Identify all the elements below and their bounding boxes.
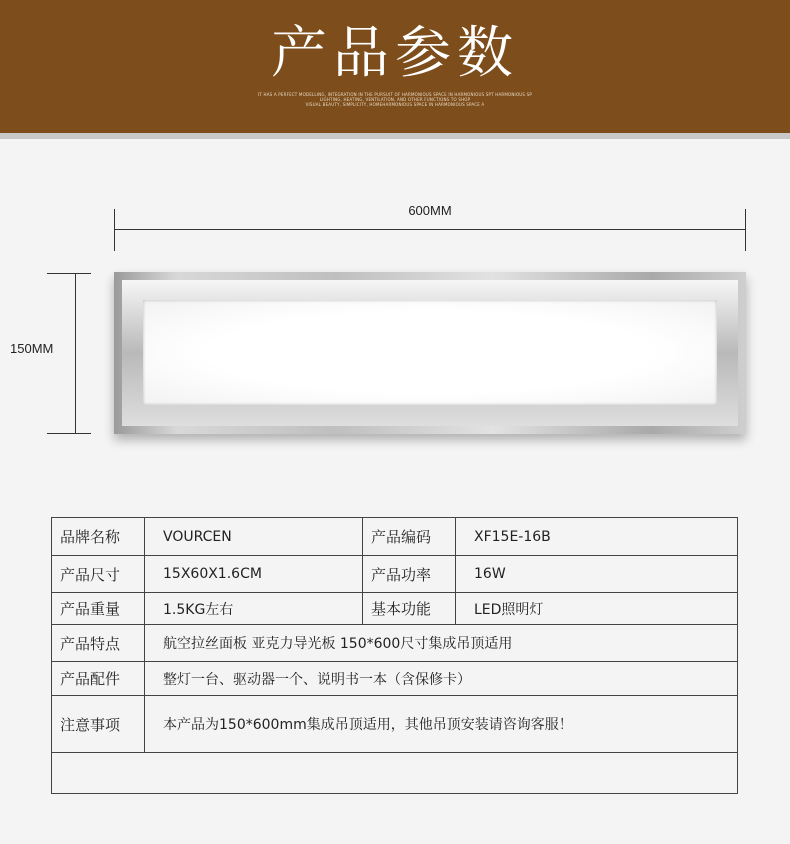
subtitle-line: LIGHTING, HEATING, VENTILATION, AND OTHER FUNCTIONS TO SHOP: [319, 97, 471, 102]
spec-label: 产品配件: [52, 662, 145, 696]
spec-label: 产品功率: [363, 556, 456, 593]
height-dimension-cap-top: [47, 273, 91, 274]
spec-label: 产品特点: [52, 625, 145, 662]
spec-value: XF15E-16B: [456, 518, 738, 556]
table-row: [52, 518, 738, 556]
spec-value: 航空拉丝面板 亚克力导光板 150*600尺寸集成吊顶适用: [145, 625, 738, 662]
header-banner: [0, 0, 790, 133]
spec-label: 产品尺寸: [52, 556, 145, 593]
spec-value: 16W: [456, 556, 738, 593]
header-subtitle: [240, 92, 550, 107]
spec-value: 整灯一台、驱动器一个、说明书一本（含保修卡）: [145, 662, 738, 696]
table-row: [52, 556, 738, 593]
height-dimension-line: [75, 273, 76, 434]
width-dimension-cap-right: [745, 209, 746, 251]
spec-value: LED照明灯: [456, 593, 738, 625]
table-row: [52, 696, 738, 753]
spec-value: 15X60X1.6CM: [145, 556, 363, 593]
spec-label: 产品编码: [363, 518, 456, 556]
panel-light-surface: [143, 300, 717, 405]
width-dimension-label: 600MM: [408, 203, 452, 218]
spec-label: 产品重量: [52, 593, 145, 625]
table-row-empty: [52, 753, 738, 794]
spec-value: 1.5KG左右: [145, 593, 363, 625]
table-row: [52, 625, 738, 662]
spec-table: [51, 517, 738, 794]
header-divider: [0, 133, 790, 139]
spec-value: VOURCEN: [145, 518, 363, 556]
spec-label: 基本功能: [363, 593, 456, 625]
spec-label: 注意事项: [52, 696, 145, 753]
subtitle-line: IT HAS A PERFECT MODELLING, INTEGRATION IN THE PURSUIT OF HARMONIOUS SPACE IN HARMONIOUS SPT HARMONIOUS SP: [258, 92, 532, 97]
width-dimension-cap-left: [114, 209, 115, 251]
subtitle-line: VISUAL BEAUTY, SIMPLICITY, HOMEHARMONIOUS SPACE IN HARMONIOUS SPACE A: [305, 102, 485, 107]
spec-label: 品牌名称: [52, 518, 145, 556]
panel-frame: [122, 280, 738, 426]
table-row: [52, 593, 738, 625]
width-dimension-line: [114, 229, 746, 230]
led-panel-image: [114, 272, 746, 434]
height-dimension-label: 150MM: [10, 341, 54, 356]
table-row: [52, 662, 738, 696]
page-title: 产品参数: [271, 21, 519, 86]
empty-cell: [52, 753, 738, 794]
spec-value: 本产品为150*600mm集成吊顶适用，其他吊顶安装请咨询客服！: [145, 696, 738, 753]
height-dimension-cap-bottom: [47, 433, 91, 434]
